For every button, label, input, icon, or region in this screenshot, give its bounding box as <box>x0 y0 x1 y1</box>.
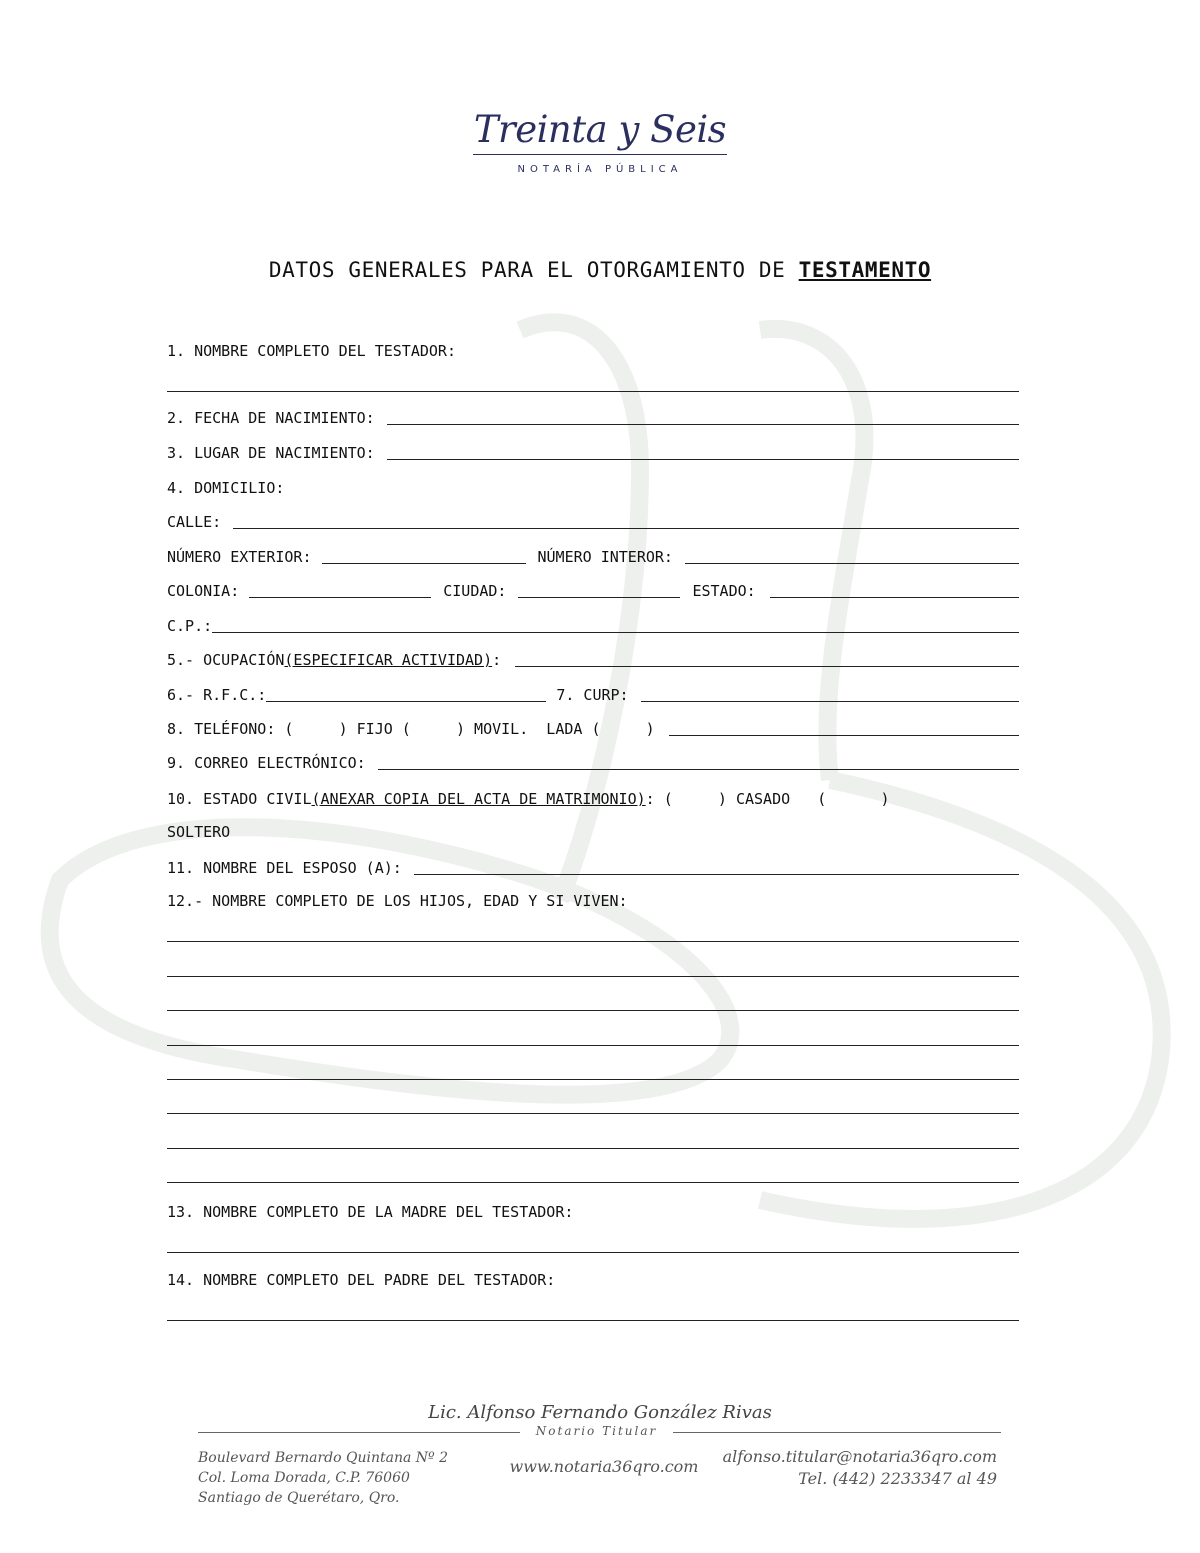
field-6-7-row <box>167 682 1019 704</box>
calle-line[interactable] <box>233 528 1019 529</box>
estado-line[interactable] <box>770 597 1019 598</box>
field-9-row <box>167 750 1019 772</box>
field-12-line-8[interactable] <box>167 1182 1019 1183</box>
estado-label: ESTADO: <box>692 582 756 600</box>
field-10-soltero: SOLTERO <box>167 823 231 841</box>
field-13-line[interactable] <box>167 1252 1019 1253</box>
field-5-note: (ESPECIFICAR ACTIVIDAD) <box>284 651 493 669</box>
field-12-line-2[interactable] <box>167 976 1019 977</box>
title-prefix: DATOS GENERALES PARA EL OTORGAMIENTO DE <box>268 258 799 282</box>
field-2-row <box>167 405 1019 427</box>
field-2-label: 2. FECHA DE NACIMIENTO: <box>167 409 375 427</box>
field-13-row <box>167 1199 1019 1221</box>
field-11-label: 11. NOMBRE DEL ESPOSO (A): <box>167 859 402 877</box>
field-3-line[interactable] <box>387 459 1019 460</box>
field-1-row <box>167 338 1019 360</box>
field-6-label: 6.- R.F.C.: <box>167 686 267 704</box>
footer-notary-role: Notario Titular <box>535 1424 658 1438</box>
field-4-row <box>167 475 1019 497</box>
field-3-label: 3. LUGAR DE NACIMIENTO: <box>167 444 375 462</box>
title-emphasis: TESTAMENTO <box>798 258 932 282</box>
footer-phone: Tel. (442) 2233347 al 49 <box>798 1469 997 1488</box>
field-5-colon: : <box>492 651 502 669</box>
calle-label: CALLE: <box>167 513 222 531</box>
colonia-line[interactable] <box>249 597 431 598</box>
logo-subtitle: NOTARÍA PÚBLICA <box>517 164 683 175</box>
field-5-line[interactable] <box>515 666 1019 667</box>
notary-logo <box>465 108 735 184</box>
field-10-options[interactable]: : ( ) CASADO ( ) <box>645 790 890 808</box>
logo-title: Treinta y Seis <box>473 108 727 151</box>
logo-rule <box>473 154 727 155</box>
field-12-label: 12.- NOMBRE COMPLETO DE LOS HIJOS, EDAD Y SI VIVEN: <box>167 892 628 910</box>
field-14-label: 14. NOMBRE COMPLETO DEL PADRE DEL TESTADOR: <box>167 1271 556 1289</box>
field-12-line-3[interactable] <box>167 1010 1019 1011</box>
field-10-note: (ANEXAR COPIA DEL ACTA DE MATRIMONIO) <box>311 790 646 808</box>
numero-row <box>167 544 1019 566</box>
numero-interior-line[interactable] <box>685 563 1019 564</box>
ciudad-label: CIUDAD: <box>443 582 507 600</box>
field-8-row <box>167 716 1019 738</box>
field-12-line-6[interactable] <box>167 1113 1019 1114</box>
field-7-line[interactable] <box>641 701 1019 702</box>
field-6-line[interactable] <box>266 701 546 702</box>
field-12-line-5[interactable] <box>167 1079 1019 1080</box>
numero-exterior-label: NÚMERO EXTERIOR: <box>167 548 312 566</box>
footer-website: www.notaria36qro.com <box>509 1457 699 1476</box>
field-10-row-2 <box>167 819 1019 841</box>
field-12-line-4[interactable] <box>167 1045 1019 1046</box>
field-10-row <box>167 786 1019 808</box>
field-12-line-7[interactable] <box>167 1148 1019 1149</box>
cp-line[interactable] <box>212 632 1019 633</box>
field-1-line[interactable] <box>167 391 1019 392</box>
footer-address-line-1: Boulevard Bernardo Quintana Nº 2 <box>198 1450 448 1466</box>
field-9-line[interactable] <box>378 769 1019 770</box>
field-10-label: 10. ESTADO CIVIL <box>167 790 312 808</box>
field-4-label: 4. DOMICILIO: <box>167 479 285 497</box>
field-5-row <box>167 647 1019 669</box>
field-2-line[interactable] <box>387 424 1019 425</box>
footer-notary-name: Lic. Alfonso Fernando González Rivas <box>428 1402 772 1423</box>
field-12-row <box>167 888 1019 910</box>
numero-exterior-line[interactable] <box>322 563 526 564</box>
field-13-label: 13. NOMBRE COMPLETO DE LA MADRE DEL TESTADOR: <box>167 1203 574 1221</box>
field-11-line[interactable] <box>414 874 1019 875</box>
document-title <box>0 258 1200 282</box>
footer-address-line-2: Col. Loma Dorada, C.P. 76060 <box>198 1470 410 1486</box>
footer-email: alfonso.titular@notaria36qro.com <box>722 1447 997 1466</box>
field-8-label: 8. TELÉFONO: ( ) FIJO ( ) MOVIL. LADA ( ) <box>167 720 655 738</box>
field-5-label: 5.- OCUPACIÓN <box>167 651 285 669</box>
calle-row <box>167 509 1019 531</box>
field-8-line[interactable] <box>669 735 1019 736</box>
ciudad-line[interactable] <box>518 597 680 598</box>
footer-address-line-3: Santiago de Querétaro, Qro. <box>198 1490 400 1506</box>
field-9-label: 9. CORREO ELECTRÓNICO: <box>167 754 366 772</box>
cp-label: C.P.: <box>167 617 213 635</box>
numero-interior-label: NÚMERO INTEROR: <box>537 548 673 566</box>
field-14-line[interactable] <box>167 1320 1019 1321</box>
field-12-line-1[interactable] <box>167 941 1019 942</box>
field-1-label: 1. NOMBRE COMPLETO DEL TESTADOR: <box>167 342 456 360</box>
colonia-label: COLONIA: <box>167 582 240 600</box>
colonia-row <box>167 578 1019 600</box>
field-11-row <box>167 855 1019 877</box>
cp-row <box>167 613 1019 635</box>
field-14-row <box>167 1267 1019 1289</box>
field-7-label: 7. CURP: <box>556 686 629 704</box>
field-3-row <box>167 440 1019 462</box>
